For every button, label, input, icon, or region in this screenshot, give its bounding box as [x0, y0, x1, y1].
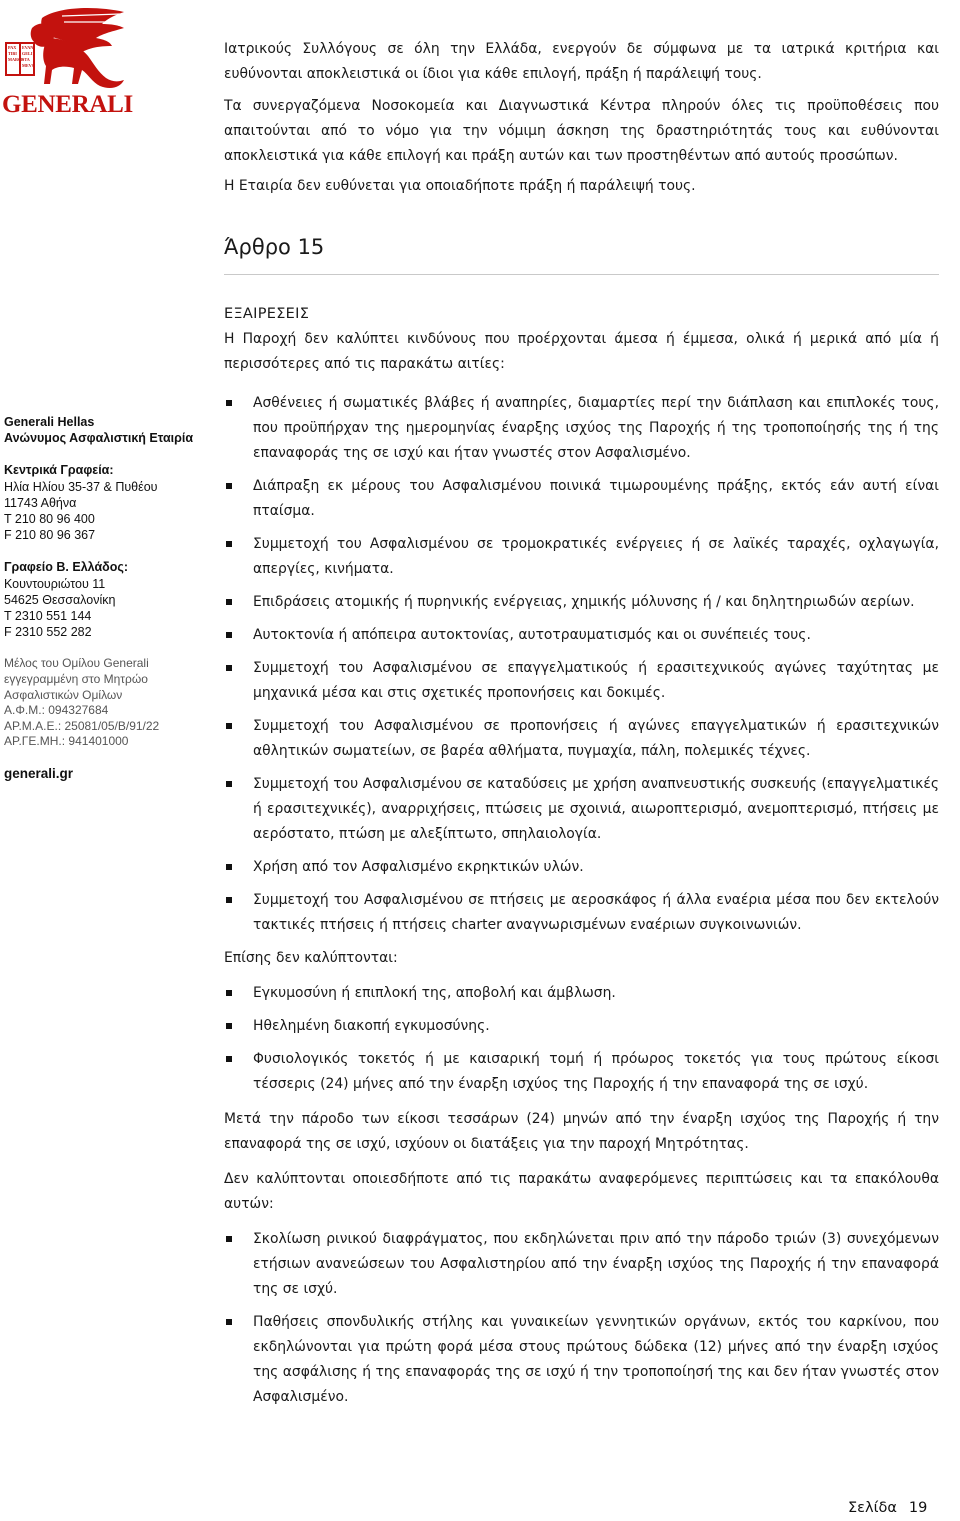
list-item: Ηθελημένη διακοπή εγκυμοσύνης. [224, 1014, 939, 1039]
website-link[interactable]: generali.gr [4, 766, 74, 781]
list-item: Αυτοκτονία ή απόπειρα αυτοκτονίας, αυτοτραυματισμός και οι συνέπειές τους. [224, 623, 939, 648]
tax-id: Α.Φ.Μ.: 094327684 [4, 703, 109, 718]
north-office-postcode: 54625 Θεσσαλονίκη [4, 592, 116, 607]
list-item: Συμμετοχή του Ασφαλισμένου σε προπονήσεις ή αγώνες επαγγελματικών ή ερασιτεχνικών αθλητικών σωματείων, σε βαρέα αθλήματα, πυγμαχία, πάλη, πολεμικές τέχνες. [224, 714, 939, 764]
logo-book-word: MARCE [8, 57, 24, 62]
logo-wordmark: GENERALI [2, 91, 133, 118]
north-office-address: Κουντουριώτου 11 [4, 576, 106, 591]
list-item: Παθήσεις σπονδυλικής στήλης και γυναικείων γεννητικών οργάνων, εκτός του καρκίνου, που εκδηλώνονται για πρώτη φορά μέσα στους πρώτους δώδεκα (12) μήνες από την έναρξη ισχύος της ασφάλισης ή της επαναφοράς της σε ισχύ ή την τροποποίησή της και δεν ήταν γνωστές στον Ασφαλισμένο. [224, 1310, 939, 1410]
list-item: Συμμετοχή του Ασφαλισμένου σε καταδύσεις με χρήση αναπνευστικής συσκευής (επαγγελματικές ή ερασιτεχνικές), αναρριχήσεις, πτώσεις με σχοινιά, αιωροπτερισμό, ανεμοπτερισμό, πτήσεις με αερόστατο, πτώση με αλεξίπτωτο, σπηλαιολογία. [224, 772, 939, 847]
article-title: Άρθρο 15 [224, 235, 325, 259]
also-not-covered-heading: Επίσης δεν καλύπτονται: [224, 950, 398, 966]
list-item: Ασθένειες ή σωματικές βλάβες ή αναπηρίες, διαμαρτίες περί την διάπλαση και επιπλοκές τους, που προϋπήρχαν της ημερομηνίας έναρξης ισχύος της Παροχής ή της τροποποίησής της ή της επαναφοράς της σε ισχύ και ήταν γνωστές στον Ασφαλισμένο. [224, 391, 939, 466]
section-intro: Η Παροχή δεν καλύπτει κινδύνους που προέρχονται άμεσα ή έμμεσα, ολικά ή μερικά από μία ή περισσότερες από τις παρακάτω αιτίες: [224, 331, 939, 372]
list-item: Χρήση από τον Ασφαλισμένο εκρηκτικών υλών. [224, 855, 939, 880]
divider [224, 274, 939, 275]
hq-postcode: 11743 Αθήνα [4, 495, 77, 510]
intro-paragraph: Ιατρικούς Συλλόγους σε όλη την Ελλάδα, ενεργούν δε σύμφωνα με τα ιατρικά κριτήρια και ευθύνονται αποκλειστικά οι ίδιοι για κάθε επιλογή, πράξη ή παράλειψή τους. [224, 41, 939, 82]
company-info-sidebar [4, 414, 204, 782]
conditions-list [224, 1227, 939, 1410]
hq-fax: F 210 80 96 367 [4, 528, 96, 543]
generali-logo [2, 8, 133, 118]
maternity-paragraph: Μετά την πάροδο των είκοσι τεσσάρων (24) μηνών από την έναρξη ισχύος της Παροχής ή την επαναφορά της σε ισχύ, ισχύουν οι διατάξεις για την παροχή Μητρότητας. [224, 1111, 939, 1152]
not-covered-intro: Δεν καλύπτονται οποιεσδήποτε από τις παρακάτω αναφερόμενες περιπτώσεις και τα επακόλουθα αυτών: [224, 1171, 939, 1212]
document-body [224, 37, 939, 1410]
logo-book-word: STA [22, 57, 30, 62]
company-name: Generali Hellas [4, 415, 95, 429]
logo-book-word: GELI [22, 51, 33, 56]
list-item: Διάπραξη εκ μέρους του Ασφαλισμένου ποινικά τιμωρουμένης πράξης, εκτός εάν αυτή είναι πταίσμα. [224, 474, 939, 524]
hq-address: Ηλία Ηλίου 35-37 & Πυθέου [4, 479, 158, 494]
page-number: 19 [908, 1500, 928, 1516]
page-footer [848, 1500, 939, 1516]
list-item: Επιδράσεις ατομικής ή πυρηνικής ενέργειας, χημικής μόλυνσης ή / και δηλητηριωδών αερίων. [224, 590, 939, 615]
north-office-phone: T 2310 551 144 [4, 609, 92, 624]
gemi-number: ΑΡ.ΓΕ.ΜΗ.: 941401000 [4, 734, 129, 749]
company-type: Ανώνυμος Ασφαλιστική Εταιρία [4, 431, 194, 446]
list-item: Φυσιολογικός τοκετός ή με καισαρική τομή ή πρόωρος τοκετός για τους πρώτους είκοσι τέσσερις (24) μήνες από την έναρξη ισχύος της Παροχής ή την επαναφορά της σε ισχύ. [224, 1047, 939, 1097]
list-item: Συμμετοχή του Ασφαλισμένου σε τρομοκρατικές ενέργειες ή σε λαϊκές ταραχές, οχλαγωγία, απεργίες, κινήματα. [224, 532, 939, 582]
exclusions-list [224, 391, 939, 938]
logo-book-word: PAX [8, 45, 17, 50]
hq-heading: Κεντρικά Γραφεία: [4, 463, 114, 478]
group-registry: εγγεγραμμένη στο Μητρώο [4, 672, 148, 687]
page-label: Σελίδα [848, 1500, 897, 1516]
group-registry-name: Ασφαλιστικών Ομίλων [4, 687, 123, 702]
list-item: Συμμετοχή του Ασφαλισμένου σε πτήσεις με αεροσκάφος ή άλλα εναέρια μέσα που δεν εκτελούν τακτικές πτήσεις ή πτήσεις charter αναγνωρισμένων εναέριων συγκοινωνιών. [224, 888, 939, 938]
list-item: Συμμετοχή του Ασφαλισμένου σε επαγγελματικούς ή ερασιτεχνικούς αγώνες ταχύτητας με μηχανικά μέσα και στις σχετικές προπονήσεις και δοκιμές. [224, 656, 939, 706]
north-office-fax: F 2310 552 282 [4, 625, 92, 640]
list-item: Σκολίωση ρινικού διαφράγματος, που εκδηλώνεται πριν από την πάροδο τριών (3) συνεχόμενων ετήσιων ανανεώσεων του Ασφαλιστηρίου από την έναρξη ισχύος της Παροχής ή την επαναφορά της σε ισχύ. [224, 1227, 939, 1302]
logo-book-word: EVAN [22, 45, 34, 50]
north-office-heading: Γραφείο Β. Ελλάδος: [4, 560, 129, 575]
company-registration: ΑΡ.Μ.Α.Ε.: 25081/05/Β/91/22 [4, 718, 160, 733]
list-item: Εγκυμοσύνη ή επιπλοκή της, αποβολή και άμβλωση. [224, 981, 939, 1006]
intro-paragraph: Τα συνεργαζόμενα Νοσοκομεία και Διαγνωστικά Κέντρα πληρούν όλες τις προϋποθέσεις που απαιτούνται από το νόμο για την νόμιμη άσκηση της δραστηριότητάς τους και ευθύνονται αποκλειστικά για κάθε επιλογή και πράξη αυτών και των προστηθέντων από αυτούς προσώπων. [224, 98, 939, 164]
intro-paragraph: Η Εταιρία δεν ευθύνεται για οποιαδήποτε πράξη ή παράλειψή τους. [224, 178, 696, 194]
logo-book-word: TIBI [8, 51, 17, 56]
also-not-covered-list [224, 981, 939, 1097]
winged-lion-icon [2, 8, 130, 92]
section-title: ΕΞΑΙΡΕΣΕΙΣ [224, 306, 310, 322]
group-membership: Μέλος του Ομίλου Generali [4, 656, 149, 671]
hq-phone: T 210 80 96 400 [4, 512, 95, 527]
logo-book-word: MEVS [22, 63, 35, 68]
